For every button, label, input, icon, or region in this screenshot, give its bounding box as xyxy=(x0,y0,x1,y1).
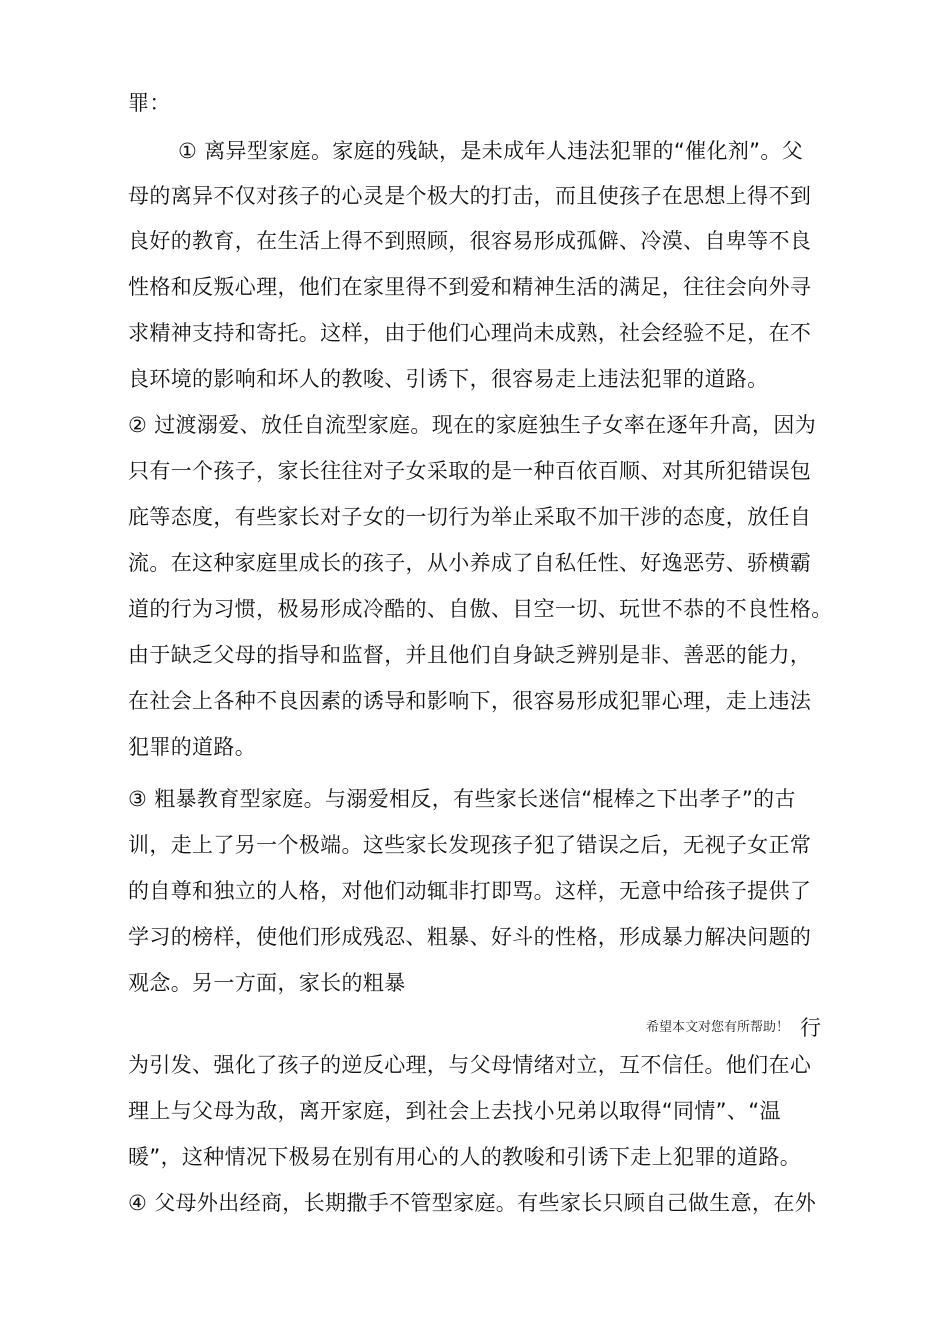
text-line: 良环境的影响和坏人的教唆、引诱下，很容易走上违法犯罪的道路。 xyxy=(128,367,769,391)
text-line: 理上与父母为敌，离开家庭，到社会上去找小兄弟以取得“同情”、“温 xyxy=(128,1099,781,1123)
text-line: 道的行为习惯，极易形成冷酷的、自傲、目空一切、玩世不恭的不良性格。 xyxy=(128,597,833,621)
text-line: 罪： xyxy=(128,91,171,115)
text-line: 为引发、强化了孩子的逆反心理，与父母情绪对立，互不信任。他们在心 xyxy=(128,1053,812,1077)
text-line: 犯罪的道路。 xyxy=(128,735,257,759)
text-line: 母的离异不仅对孩子的心灵是个极大的打击，而且使孩子在思想上得不到 xyxy=(128,184,812,208)
text-line: 性格和反叛心理，他们在家里得不到爱和精神生活的满足，往往会向外寻 xyxy=(128,275,812,299)
text-line: ③ 粗暴教育型家庭。与溺爱相反，有些家长迷信“棍棒之下出孝子”的古 xyxy=(128,787,796,811)
text-line: 只有一个孩子，家长往往对子女采取的是一种百依百顺、对其所犯错误包 xyxy=(128,459,812,483)
text-line: 在社会上各种不良因素的诱导和影响下，很容易形成犯罪心理，走上违法 xyxy=(128,689,812,713)
text-line: ① 离异型家庭。家庭的残缺，是未成年人违法犯罪的“催化剂”。父 xyxy=(178,139,804,163)
text-line: 由于缺乏父母的指导和监督，并且他们自身缺乏辨别是非、善恶的能力， xyxy=(128,643,812,667)
text-line: 观念。另一方面，家长的粗暴 xyxy=(128,971,406,995)
text-line: 求精神支持和寄托。这样，由于他们心理尚未成熟，社会经验不足，在不 xyxy=(128,321,812,345)
text-line: 的自尊和独立的人格，对他们动辄非打即骂。这样，无意中给孩子提供了 xyxy=(128,879,812,903)
footer-note: 希望本文对您有所帮助！ xyxy=(646,1020,790,1035)
text-line: 学习的榜样，使他们形成残忍、粗暴、好斗的性格，形成暴力解决问题的 xyxy=(128,925,812,949)
text-line: 暖”，这种情况下极易在别有用心的人的教唆和引诱下走上犯罪的道路。 xyxy=(128,1145,802,1169)
text-line: ② 过渡溺爱、放任自流型家庭。现在的家庭独生子女率在逐年升高，因为 xyxy=(128,413,817,437)
text-line: 流。在这种家庭里成长的孩子，从小养成了自私任性、好逸恶劳、骄横霸 xyxy=(128,551,812,575)
text-line: 训，走上了另一个极端。这些家长发现孩子犯了错误之后，无视子女正常 xyxy=(128,833,812,857)
text-line: ④ 父母外出经商，长期撒手不管型家庭。有些家长只顾自己做生意，在外 xyxy=(128,1191,817,1215)
text-line: 庇等态度，有些家长对子女的一切行为举止采取不加干涉的态度，放任自 xyxy=(128,505,812,529)
text-line: 良好的教育，在生活上得不到照顾，很容易形成孤僻、冷漠、自卑等不良 xyxy=(128,229,812,253)
footer-char: 行 xyxy=(800,1016,821,1040)
